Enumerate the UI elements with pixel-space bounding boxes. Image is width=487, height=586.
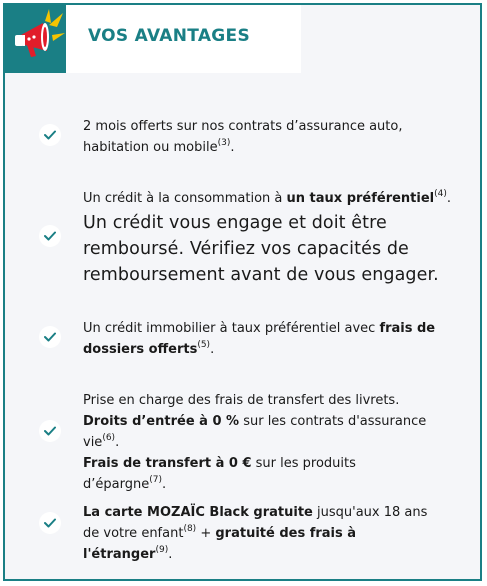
item-text: La carte MOZAÏC Black gratuite jusqu'aux 18 ans de votre enfant$^{(8)}$ + gratuité des frais à l'étranger$^{(9)}$. <box>83 505 428 562</box>
item-text: Un crédit immobilier à taux préférentiel avec frais de dossiers offerts$^{(5)}$. <box>83 321 436 357</box>
credit-legal-warning: Un crédit vous engage et doit être remboursé. Vérifiez vos capacités de remboursement avant de vous engager. <box>83 213 439 285</box>
check-icon <box>39 326 61 348</box>
item-text: 2 mois offerts sur nos contrats d’assurance auto, habitation ou mobile$^{(3)}$. <box>83 119 403 155</box>
megaphone-icon <box>5 5 66 73</box>
check-icon <box>39 420 61 442</box>
check-icon <box>39 225 61 247</box>
advantages-card <box>3 3 482 581</box>
card-header <box>5 5 301 73</box>
item-text: Prise en charge des frais de transfert des livrets. Droits d’entrée à 0 % sur les contrats d'assurance vie$^{(6)}$. Frais de transfert à 0 € sur les produits d’épargne$^{(7)}$. <box>83 393 427 492</box>
check-icon <box>39 512 61 534</box>
item-text: Un crédit à la consommation à un taux préférentiel$^{(4)}$. Un crédit vous engage et doit être remboursé. Vérifiez vos capacités de remboursement avant de vous engager. <box>83 188 458 288</box>
check-icon <box>39 124 61 146</box>
card-title: VOS AVANTAGES <box>88 26 251 46</box>
